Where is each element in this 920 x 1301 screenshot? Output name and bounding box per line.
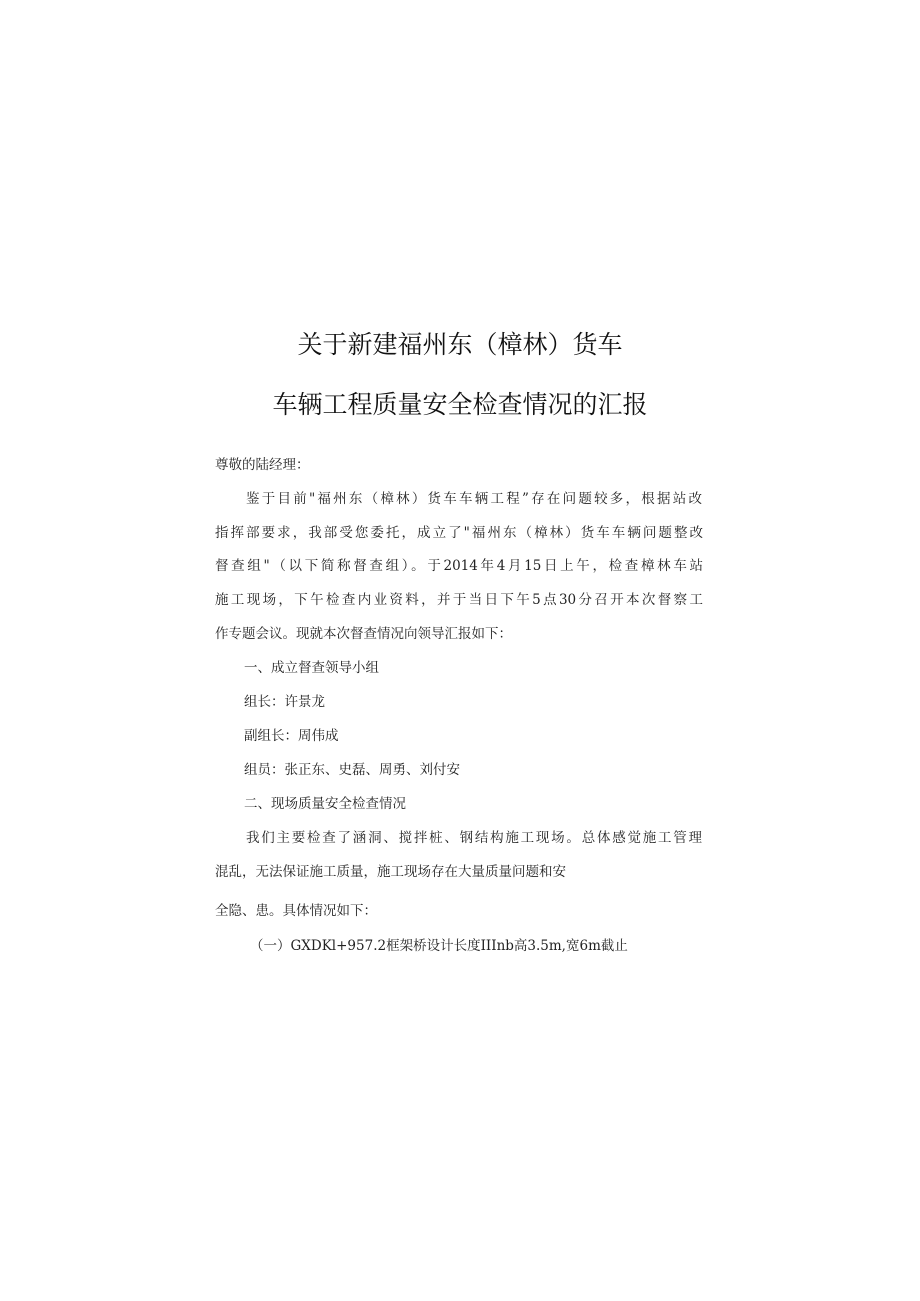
intro-line-3: 督查组"（以下简称督查组）。于2014年4月15日上午，检查樟林车站 [215,558,703,574]
title-line-2: 车辆工程质量安全检查情况的汇报 [272,390,648,419]
item-1: （一）GXDKl+957.2框架桥设计长度IIInb高3.5m,宽6m截止 [250,938,628,954]
section-1-heading: 一、成立督查领导小组 [244,660,379,676]
salutation: 尊敬的陆经理： [215,457,310,473]
deputy-leader: 副组长：周伟成 [244,728,339,744]
inspection-line-2: 混乱，无法保证施工质量，施工现场存在大量质量问题和安 [215,864,566,880]
group-members: 组员：张正东、史磊、周勇、刘付安 [244,762,460,778]
intro-line-5: 作专题会议。现就本次督查情况向领导汇报如下： [215,626,512,642]
inspection-line-3: 全隐、患。具体情况如下： [215,903,377,919]
inspection-line-1: 我们主要检查了涵洞、搅拌桩、钢结构施工现场。总体感觉施工管理 [246,830,702,846]
intro-line-2: 指挥部要求，我部受您委托，成立了"福州东（樟林）货车车辆问题整改 [215,525,703,541]
intro-line-4: 施工现场，下午检查内业资料，并于当日下午5点30分召开本次督察工 [215,592,703,608]
title-line-1: 关于新建福州东（樟林）货车 [297,330,623,359]
intro-line-1: 鉴于目前"福州东（樟林）货车车辆工程”存在问题较多，根据站改 [246,491,702,507]
group-leader: 组长：许景龙 [244,694,325,710]
section-2-heading: 二、现场质量安全检查情况 [244,796,406,812]
